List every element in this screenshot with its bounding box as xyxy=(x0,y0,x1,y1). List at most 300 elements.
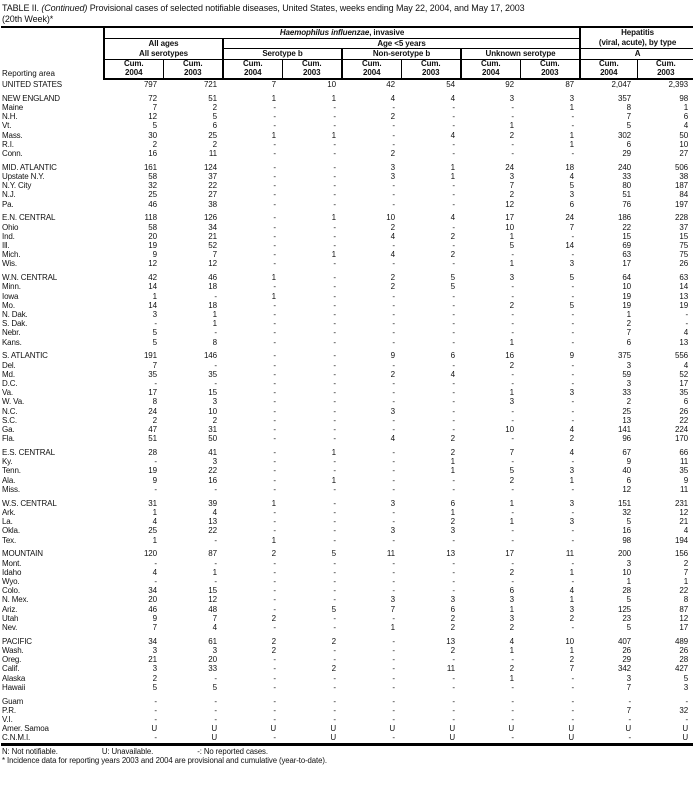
value-cell: - xyxy=(392,535,395,545)
value-cell: - xyxy=(333,558,336,568)
value-cell: 5 xyxy=(509,466,514,476)
value-cell: - xyxy=(333,425,336,435)
value-cell: 6 xyxy=(509,586,514,596)
value-cell: 39 xyxy=(208,498,217,508)
value-cell: 92 xyxy=(505,80,514,89)
col-header-cum-2003: Cum. 2003 xyxy=(163,59,223,79)
value-cell: 3 xyxy=(390,406,395,416)
col-group-hepatitis-a: A xyxy=(580,49,693,60)
value-cell: 2 xyxy=(212,103,217,112)
value-cell: - xyxy=(685,319,689,329)
table-row xyxy=(1,697,693,706)
value-cell: 5 xyxy=(626,517,632,527)
value-cell: - xyxy=(392,360,395,370)
value-cell: 1 xyxy=(509,517,514,527)
value-cell: 1 xyxy=(450,162,455,172)
value-cell: - xyxy=(333,172,336,182)
value-cell: - xyxy=(571,379,575,389)
value-cell: - xyxy=(392,388,395,398)
value-cell: 32 xyxy=(622,507,632,517)
table-row xyxy=(1,250,693,259)
value-cell: - xyxy=(273,300,276,310)
value-cell: 2 xyxy=(509,190,514,200)
table-row xyxy=(1,103,693,112)
value-cell: 2 xyxy=(450,622,455,632)
value-cell: 3 xyxy=(152,310,157,320)
value-cell: 3 xyxy=(212,457,217,467)
value-cell: 2 xyxy=(450,613,455,623)
value-cell: - xyxy=(333,714,336,724)
value-cell: 2 xyxy=(626,397,632,407)
value-cell: - xyxy=(452,682,455,692)
reporting-area-cell: Amer. Samoa xyxy=(2,724,49,734)
value-cell: 19 xyxy=(622,300,632,310)
value-cell: - xyxy=(333,397,336,407)
table-row xyxy=(1,328,693,337)
value-cell: - xyxy=(273,369,276,379)
value-cell: U xyxy=(449,733,455,743)
value-cell: - xyxy=(511,696,514,706)
value-cell: - xyxy=(452,139,455,149)
table-row xyxy=(1,674,693,683)
value-cell: - xyxy=(511,655,514,665)
col-group-unknown-serotype: Unknown serotype xyxy=(461,49,580,60)
table-row xyxy=(1,121,693,130)
value-cell: - xyxy=(392,558,395,568)
value-cell: - xyxy=(452,190,455,200)
value-cell: - xyxy=(452,406,455,416)
value-cell: - xyxy=(273,604,276,614)
value-cell: - xyxy=(333,586,336,596)
col-header-cum-2003: Cum. 2003 xyxy=(520,59,580,79)
table-row xyxy=(1,637,693,646)
title-continued: (Continued) xyxy=(41,3,88,13)
value-cell: - xyxy=(333,457,336,467)
value-cell: 151 xyxy=(617,498,632,508)
reporting-area-cell: P.R. xyxy=(2,705,16,715)
reporting-area-cell: Conn. xyxy=(2,149,23,159)
value-cell: - xyxy=(571,457,575,467)
value-cell: - xyxy=(333,466,336,476)
value-cell: 2 xyxy=(271,645,276,655)
value-cell: 1 xyxy=(626,310,632,320)
value-cell: 8 xyxy=(683,595,689,605)
value-cell: 3 xyxy=(390,526,395,536)
value-cell: - xyxy=(452,696,455,706)
value-cell: - xyxy=(392,586,395,596)
value-cell: 1 xyxy=(569,645,575,655)
footnote-incidence: * Incidence data for reporting years 2003 and 2004 are provisional and cumulative (year-to-date). xyxy=(2,756,327,766)
value-cell: - xyxy=(273,337,276,347)
value-cell: 40 xyxy=(622,466,632,476)
title-week-note: (20th Week)* xyxy=(2,13,54,24)
table-row xyxy=(1,568,693,577)
value-cell: - xyxy=(333,300,336,310)
table-body xyxy=(1,79,693,744)
value-cell: 10 xyxy=(208,406,217,416)
value-cell: - xyxy=(571,112,575,122)
value-cell: 11 xyxy=(679,457,689,467)
value-cell: 29 xyxy=(622,149,632,159)
value-cell: - xyxy=(511,415,514,425)
col-header-cum-2004: Cum. 2004 xyxy=(342,59,401,79)
value-cell: 2 xyxy=(212,139,217,149)
col-header-cum-2003: Cum. 2003 xyxy=(401,59,461,79)
value-cell: - xyxy=(511,457,514,467)
value-cell: 5 xyxy=(626,121,632,131)
value-cell: 31 xyxy=(148,498,157,508)
value-cell: - xyxy=(333,149,336,159)
value-cell: - xyxy=(273,595,276,605)
value-cell: 2 xyxy=(569,434,575,444)
value-cell: 4 xyxy=(683,328,689,338)
value-cell: - xyxy=(333,121,336,131)
value-cell: - xyxy=(333,259,336,269)
value-cell: - xyxy=(333,162,336,172)
value-cell: 1 xyxy=(450,172,455,182)
value-cell: 2 xyxy=(390,112,395,122)
value-cell: U xyxy=(211,724,217,734)
value-cell: 33 xyxy=(208,664,217,674)
value-cell: - xyxy=(511,705,514,715)
value-cell: 11 xyxy=(565,549,575,559)
value-cell: 5 xyxy=(509,241,514,251)
value-cell: 16 xyxy=(208,475,217,485)
value-cell: - xyxy=(333,351,336,361)
value-cell: - xyxy=(571,121,575,131)
value-cell: - xyxy=(392,300,395,310)
value-cell: - xyxy=(511,319,514,329)
reporting-area-cell: Va. xyxy=(2,388,13,398)
value-cell: 1 xyxy=(509,259,514,269)
value-cell: - xyxy=(333,705,336,715)
value-cell: 2,393 xyxy=(668,80,689,89)
value-cell: - xyxy=(392,457,395,467)
table-row xyxy=(1,466,693,475)
value-cell: 3 xyxy=(390,172,395,182)
value-cell: 6 xyxy=(450,498,455,508)
value-cell: 1 xyxy=(212,319,217,329)
value-cell: - xyxy=(571,360,575,370)
value-cell: 1 xyxy=(271,535,276,545)
value-cell: 4 xyxy=(683,526,689,536)
reporting-area-cell: MID. ATLANTIC xyxy=(2,162,57,172)
table-row xyxy=(1,370,693,379)
value-cell: 375 xyxy=(617,351,632,361)
value-cell: 30 xyxy=(148,130,157,140)
value-cell: 4 xyxy=(509,636,514,646)
value-cell: - xyxy=(571,319,575,329)
value-cell: - xyxy=(571,291,575,301)
value-cell: 51 xyxy=(622,190,632,200)
value-cell: 9 xyxy=(626,457,632,467)
value-cell: 10 xyxy=(679,139,689,149)
value-cell: 3 xyxy=(569,388,575,398)
value-cell: 2 xyxy=(450,231,455,241)
value-cell: 25 xyxy=(622,406,632,416)
value-cell: 1 xyxy=(509,498,514,508)
value-cell: - xyxy=(154,319,157,329)
value-cell: - xyxy=(273,199,276,209)
table-row xyxy=(1,94,693,103)
value-cell: - xyxy=(333,655,336,665)
col-group-age-under5: Age <5 years xyxy=(223,38,580,49)
value-cell: 66 xyxy=(679,448,689,458)
value-cell: - xyxy=(273,406,276,416)
value-cell: 4 xyxy=(569,172,575,182)
value-cell: - xyxy=(452,291,455,301)
value-cell: 6 xyxy=(626,475,632,485)
reporting-area-cell: Guam xyxy=(2,696,24,706)
value-cell: - xyxy=(511,714,514,724)
value-cell: - xyxy=(392,319,395,329)
table-row xyxy=(1,112,693,121)
value-cell: - xyxy=(392,507,395,517)
value-cell: 4 xyxy=(569,425,575,435)
table-row xyxy=(1,259,693,268)
value-cell: - xyxy=(392,664,395,674)
table-row xyxy=(1,241,693,250)
value-cell: 721 xyxy=(203,80,217,89)
value-cell: 10 xyxy=(327,80,336,89)
value-cell: 5 xyxy=(212,682,217,692)
value-cell: 1 xyxy=(152,535,157,545)
value-cell: 2 xyxy=(450,434,455,444)
table-row xyxy=(1,517,693,526)
value-cell: - xyxy=(273,310,276,320)
value-cell: 7 xyxy=(626,328,632,338)
value-cell: 1 xyxy=(152,507,157,517)
value-cell: - xyxy=(273,259,276,269)
value-cell: - xyxy=(452,535,455,545)
value-cell: 8 xyxy=(152,397,157,407)
table-row xyxy=(1,425,693,434)
reporting-area-cell: Ga. xyxy=(2,425,15,435)
value-cell: 17 xyxy=(679,379,689,389)
value-cell: 87 xyxy=(679,604,689,614)
value-cell: 75 xyxy=(679,241,689,251)
value-cell: - xyxy=(392,397,395,407)
value-cell: 1 xyxy=(569,103,575,112)
col-header-cum-2003: Cum. 2003 xyxy=(637,59,693,79)
value-cell: - xyxy=(392,448,395,458)
value-cell: - xyxy=(392,190,395,200)
value-cell: 13 xyxy=(622,415,632,425)
value-cell: 170 xyxy=(674,434,689,444)
value-cell: 58 xyxy=(148,172,157,182)
value-cell: 9 xyxy=(569,351,575,361)
value-cell: 7 xyxy=(390,604,395,614)
value-cell: - xyxy=(273,558,276,568)
value-cell: 4 xyxy=(212,507,217,517)
value-cell: - xyxy=(273,526,276,536)
value-cell: - xyxy=(571,337,575,347)
value-cell: - xyxy=(273,673,276,683)
value-cell: 5 xyxy=(569,181,575,191)
value-cell: 25 xyxy=(148,526,157,536)
value-cell: - xyxy=(452,241,455,251)
value-cell: 4 xyxy=(152,517,157,527)
table-row xyxy=(1,683,693,692)
table-row xyxy=(1,397,693,406)
value-cell: - xyxy=(333,507,336,517)
value-cell: 4 xyxy=(569,586,575,596)
value-cell: 5 xyxy=(569,273,575,283)
value-cell: 50 xyxy=(679,130,689,140)
value-cell: 3 xyxy=(509,93,514,103)
value-cell: - xyxy=(214,696,217,706)
table-row xyxy=(1,499,693,508)
footnote-not-notifiable: N: Not notifiable. xyxy=(2,746,58,756)
value-cell: 13 xyxy=(446,636,455,646)
value-cell: 27 xyxy=(679,149,689,159)
value-cell: - xyxy=(273,682,276,692)
value-cell: 5 xyxy=(212,112,217,122)
value-cell: - xyxy=(333,360,336,370)
value-cell: 87 xyxy=(208,549,217,559)
value-cell: 5 xyxy=(569,300,575,310)
value-cell: - xyxy=(273,655,276,665)
value-cell: 5 xyxy=(683,673,689,683)
value-cell: 6 xyxy=(450,351,455,361)
reporting-area-cell: Mo. xyxy=(2,300,15,310)
value-cell: 13 xyxy=(679,337,689,347)
value-cell: 41 xyxy=(208,448,217,458)
value-cell: 7 xyxy=(683,567,689,577)
title-text: Provisional cases of selected notifiable diseases, United States, weeks ending May 22, 2004, and May 17, 2003 xyxy=(87,3,525,13)
value-cell: 5 xyxy=(331,604,336,614)
reporting-area-cell: Hawaii xyxy=(2,682,26,692)
reporting-area-cell: Idaho xyxy=(2,567,22,577)
value-cell: 12 xyxy=(622,484,632,494)
table-row xyxy=(1,646,693,655)
table-row xyxy=(1,536,693,545)
value-cell: 342 xyxy=(617,664,632,674)
value-cell: - xyxy=(452,388,455,398)
col-header-cum-2004: Cum. 2004 xyxy=(580,59,637,79)
value-cell: - xyxy=(571,406,575,416)
value-cell: 64 xyxy=(622,273,632,283)
value-cell: 11 xyxy=(679,484,689,494)
value-cell: 6 xyxy=(683,112,689,122)
table-row xyxy=(1,706,693,715)
value-cell: 33 xyxy=(622,388,632,398)
value-cell: 37 xyxy=(208,172,217,182)
reporting-area-cell: E.N. CENTRAL xyxy=(2,213,56,223)
value-cell: - xyxy=(511,112,514,122)
value-cell: - xyxy=(571,622,575,632)
value-cell: - xyxy=(452,149,455,159)
value-cell: 32 xyxy=(679,705,689,715)
value-cell: U xyxy=(270,724,276,734)
table-row xyxy=(1,586,693,595)
value-cell: - xyxy=(273,351,276,361)
value-cell: 200 xyxy=(617,549,632,559)
value-cell: 2 xyxy=(509,664,514,674)
value-cell: 7 xyxy=(271,80,276,89)
value-cell: - xyxy=(273,250,276,260)
reporting-area-cell: NEW ENGLAND xyxy=(2,93,60,103)
reporting-area-cell: Ohio xyxy=(2,222,19,232)
value-cell: 5 xyxy=(152,682,157,692)
value-cell: 2 xyxy=(152,139,157,149)
value-cell: - xyxy=(333,103,336,112)
value-cell: - xyxy=(511,484,514,494)
value-cell: - xyxy=(273,517,276,527)
value-cell: 2,047 xyxy=(611,80,632,89)
value-cell: 1 xyxy=(509,645,514,655)
table-row xyxy=(1,140,693,149)
value-cell: - xyxy=(273,466,276,476)
value-cell: 42 xyxy=(386,80,395,89)
value-cell: - xyxy=(452,475,455,485)
value-cell: 27 xyxy=(208,190,217,200)
value-cell: 1 xyxy=(331,130,336,140)
value-cell: 16 xyxy=(505,351,514,361)
value-cell: 1 xyxy=(569,475,575,485)
value-cell: 1 xyxy=(509,388,514,398)
value-cell: 34 xyxy=(208,222,217,232)
value-cell: 22 xyxy=(208,466,217,476)
value-cell: 2 xyxy=(450,645,455,655)
value-cell: 17 xyxy=(505,549,514,559)
value-cell: 4 xyxy=(390,93,395,103)
value-cell: 156 xyxy=(674,549,689,559)
value-cell: 26 xyxy=(679,645,689,655)
value-cell: 2 xyxy=(683,558,689,568)
value-cell: 61 xyxy=(208,636,217,646)
value-cell: 1 xyxy=(626,576,632,586)
value-cell: 6 xyxy=(683,397,689,407)
value-cell: - xyxy=(333,273,336,283)
table-row xyxy=(1,351,693,360)
value-cell: 22 xyxy=(208,526,217,536)
value-cell: 161 xyxy=(143,162,157,172)
reporting-area-cell: Ark. xyxy=(2,507,16,517)
value-cell: - xyxy=(571,705,575,715)
reporting-area-cell: Oreg. xyxy=(2,655,22,665)
value-cell: 16 xyxy=(622,526,632,536)
value-cell: U xyxy=(625,724,632,734)
value-cell: - xyxy=(273,475,276,485)
value-cell: 98 xyxy=(679,93,689,103)
value-cell: - xyxy=(452,259,455,269)
value-cell: - xyxy=(154,576,157,586)
value-cell: - xyxy=(571,558,575,568)
reporting-area-cell: Okla. xyxy=(2,526,20,536)
value-cell: 7 xyxy=(152,622,157,632)
value-cell: 50 xyxy=(208,434,217,444)
value-cell: - xyxy=(511,291,514,301)
reporting-area-cell: N.C. xyxy=(2,406,18,416)
table-row xyxy=(1,614,693,623)
value-cell: 38 xyxy=(679,172,689,182)
value-cell: 3 xyxy=(390,162,395,172)
value-cell: - xyxy=(452,328,455,338)
col-group-serotype-b: Serotype b xyxy=(223,49,342,60)
value-cell: 1 xyxy=(331,93,336,103)
reporting-area-header: Reporting area xyxy=(2,69,55,78)
value-cell: 25 xyxy=(208,130,217,140)
table-row xyxy=(1,232,693,241)
reporting-area-cell: C.N.M.I. xyxy=(2,733,31,743)
value-cell: 1 xyxy=(331,448,336,458)
value-cell: - xyxy=(571,369,575,379)
value-cell: 25 xyxy=(148,190,157,200)
value-cell: 3 xyxy=(626,673,632,683)
value-cell: 47 xyxy=(148,425,157,435)
value-cell: 18 xyxy=(208,300,217,310)
